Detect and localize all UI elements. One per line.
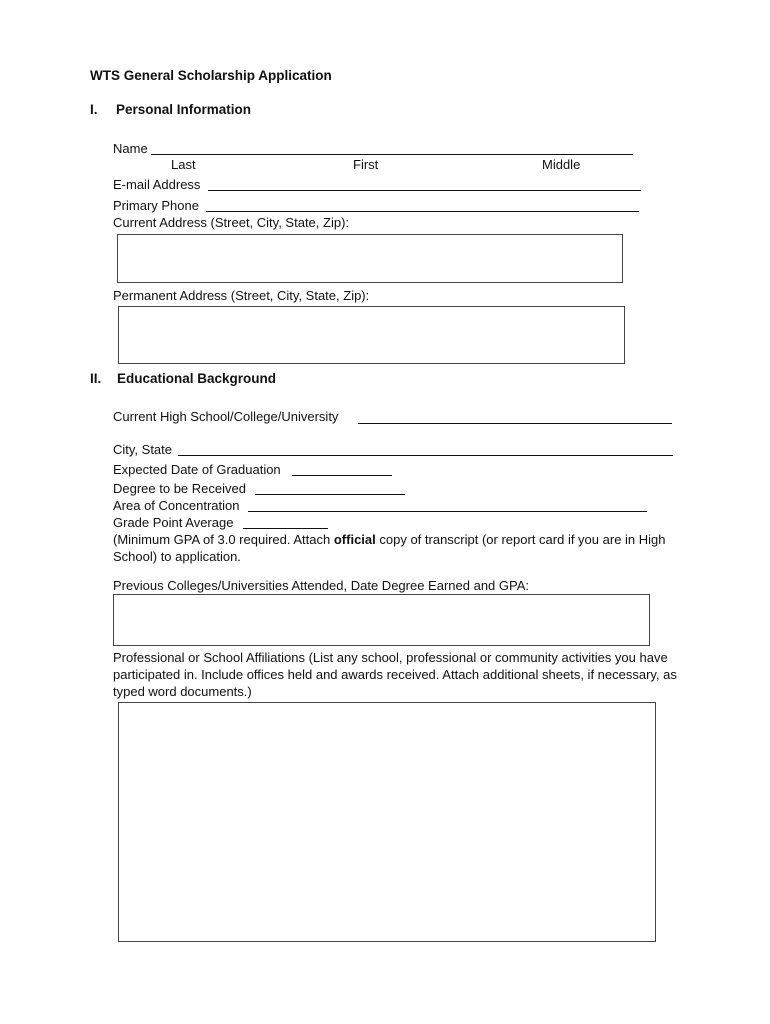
degree-field[interactable] — [255, 494, 405, 495]
section-1-numeral: I. — [90, 102, 98, 117]
current-address-label: Current Address (Street, City, State, Zip): — [113, 215, 350, 230]
gpa-note — [113, 531, 683, 565]
name-sub-first: First — [353, 157, 379, 172]
name-field[interactable] — [151, 154, 633, 155]
name-sub-middle: Middle — [542, 157, 581, 172]
concentration-field[interactable] — [248, 511, 647, 512]
previous-colleges-box[interactable] — [113, 594, 650, 646]
section-2-heading: Educational Background — [117, 371, 277, 386]
form-title: WTS General Scholarship Application — [90, 68, 332, 83]
current-address-box[interactable] — [117, 234, 623, 283]
affiliations-label: Professional or School Affiliations (List any school, professional or community activities you have participated in. Include offices held and awards received. Attach additional sheets, if necessary, as typed word documents.) — [113, 650, 677, 699]
email-field[interactable] — [208, 190, 641, 191]
gpa-label: Grade Point Average — [113, 515, 234, 530]
gpa-note-pre: (Minimum GPA of 3.0 required. Attach — [113, 532, 334, 547]
name-sub-last: Last — [171, 157, 196, 172]
gpa-field[interactable] — [243, 528, 328, 529]
grad-date-label: Expected Date of Graduation — [113, 462, 281, 477]
section-1-heading: Personal Information — [116, 102, 252, 117]
gpa-note-post: copy of transcript (or report card if you are in High School) to application. — [113, 532, 666, 564]
affiliations-box[interactable] — [118, 702, 656, 942]
concentration-label: Area of Concentration — [113, 498, 240, 513]
phone-label: Primary Phone — [113, 198, 199, 213]
permanent-address-label: Permanent Address (Street, City, State, Zip): — [113, 288, 370, 303]
city-state-label: City, State — [113, 442, 173, 457]
school-label: Current High School/College/University — [113, 409, 339, 424]
name-label: Name — [113, 141, 148, 156]
city-state-field[interactable] — [178, 455, 673, 456]
permanent-address-box[interactable] — [118, 306, 625, 364]
school-field[interactable] — [358, 423, 672, 424]
grad-date-field[interactable] — [292, 475, 392, 476]
section-2-numeral: II. — [90, 371, 102, 386]
gpa-note-bold: official — [333, 532, 376, 547]
phone-field[interactable] — [206, 211, 639, 212]
degree-label: Degree to be Received — [113, 481, 246, 496]
email-label: E-mail Address — [113, 177, 201, 192]
previous-colleges-label: Previous Colleges/Universities Attended, Date Degree Earned and GPA: — [113, 578, 529, 593]
